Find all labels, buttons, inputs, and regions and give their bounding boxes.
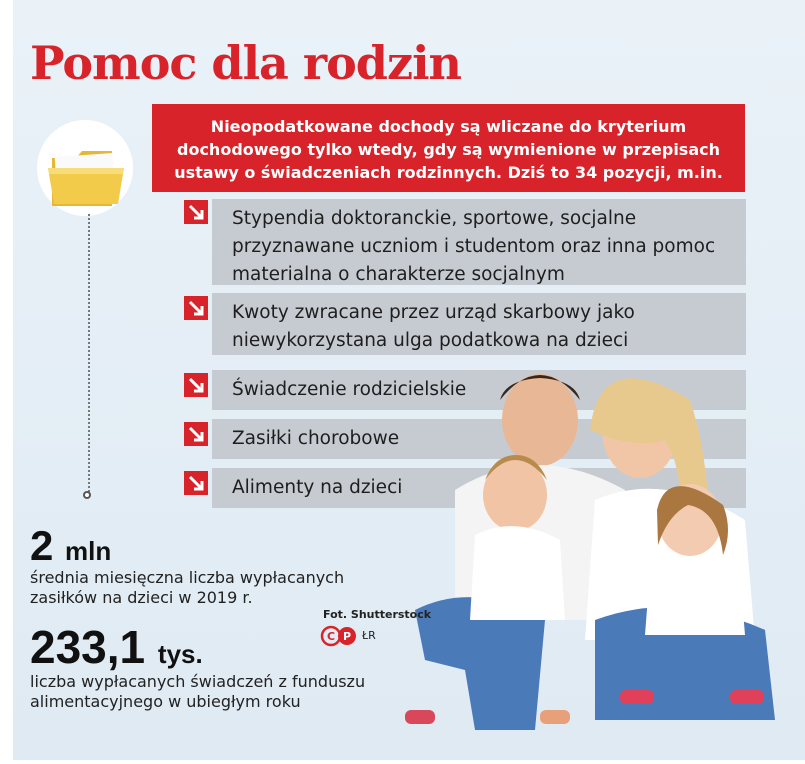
timeline-line [88, 214, 90, 492]
svg-text:P: P [342, 630, 352, 643]
stat-value [30, 620, 203, 674]
intro-box: Nieopodatkowane dochody są wliczane do kryterium dochodowego tylko wtedy, gdy są wymienione w przepisach ustawy o świadczeniach rodzinnych. Dziś to 34 pozycji, m.in. [152, 104, 745, 192]
arrow-down-right-icon [184, 422, 208, 446]
list-item: Alimenty na dzieci [212, 468, 746, 508]
stat-number: 2 [30, 522, 54, 569]
stat-unit: tys. [157, 639, 203, 669]
arrow-down-right-icon [184, 471, 208, 495]
stat-value [30, 522, 111, 570]
photo-credit: Fot. Shutterstock [323, 608, 432, 621]
list-item: Świadczenie rodzicielskie [212, 370, 746, 410]
page-title: Pomoc dla rodzin [30, 36, 461, 90]
copyright-logo [320, 625, 390, 651]
list-item: Zasiłki chorobowe [212, 419, 746, 459]
list-item: Stypendia doktoranckie, sportowe, socjalne przyznawane uczniom i studentom oraz inna pomoc materialna o charakterze socjalnym [212, 199, 746, 285]
stat-unit: mln [65, 536, 112, 566]
logo-author: ŁR [362, 629, 376, 642]
arrow-down-right-icon [184, 200, 208, 224]
folder-icon [30, 118, 140, 222]
timeline-dot [83, 491, 91, 499]
arrow-down-right-icon [184, 296, 208, 320]
list-item: Kwoty zwracane przez urząd skarbowy jako niewykorzystana ulga podatkowa na dzieci [212, 293, 746, 355]
arrow-down-right-icon [184, 373, 208, 397]
stat-number: 233,1 [30, 621, 146, 673]
stat-description: średnia miesięczna liczba wypłacanych zasiłków na dzieci w 2019 r. [30, 568, 345, 607]
family-photo [395, 360, 805, 764]
stat-description: liczba wypłacanych świadczeń z funduszu alimentacyjnego w ubiegłym roku [30, 672, 366, 711]
svg-text:C: C [326, 630, 336, 643]
